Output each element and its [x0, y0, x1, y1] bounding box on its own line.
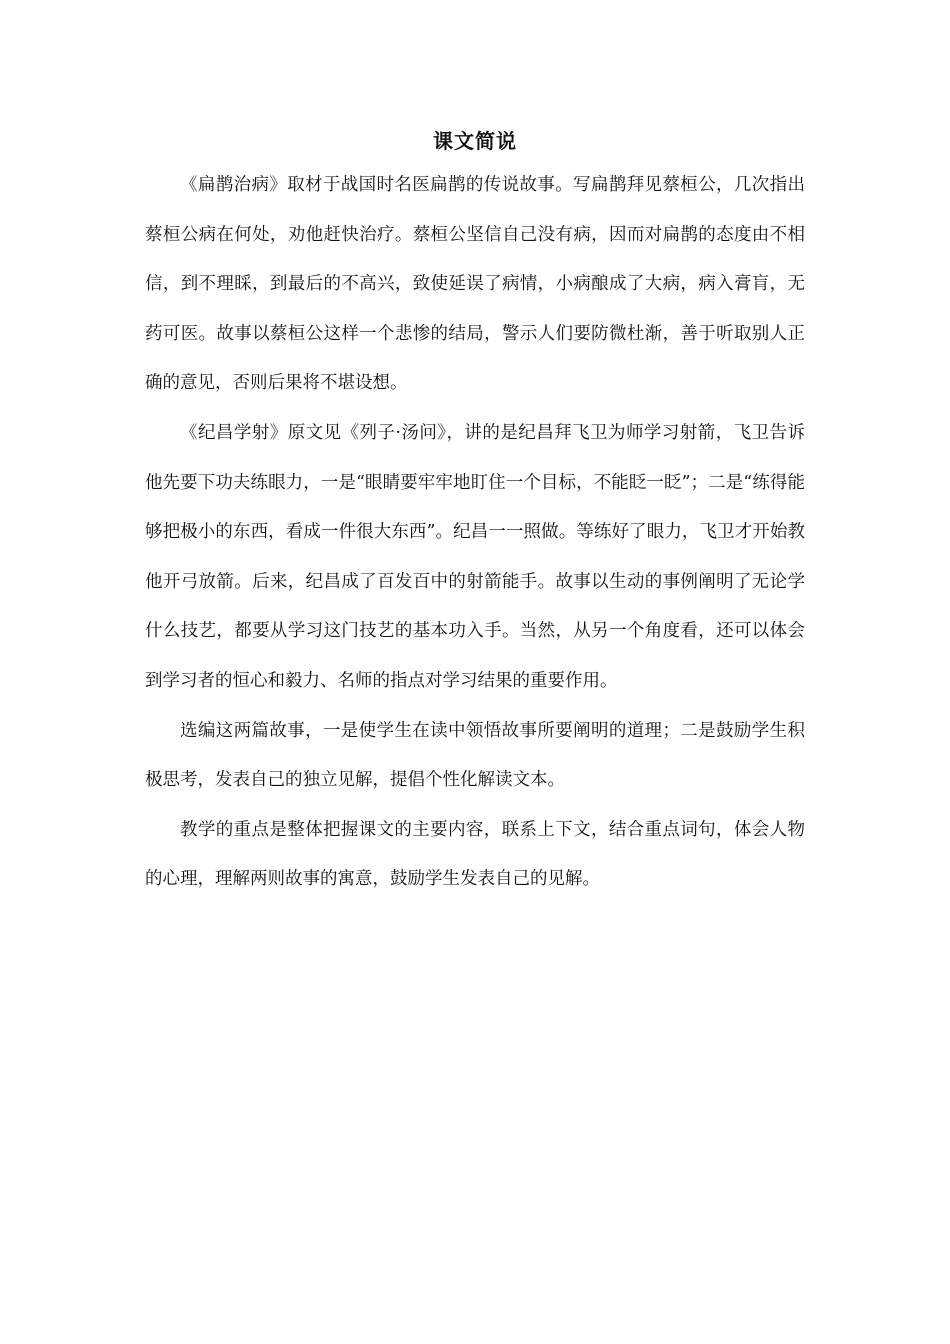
body-text	[145, 161, 805, 905]
paragraph-bianque: 《扁鹊治病》取材于战国时名医扁鹊的传说故事。写扁鹊拜见蔡桓公，几次指出蔡桓公病在何处，劝他赶快治疗。蔡桓公坚信自己没有病，因而对扁鹊的态度由不相信，到不理睬，到最后的不高兴，致使延误了病情，小病酿成了大病，病入膏肓，无药可医。故事以蔡桓公这样一个悲惨的结局，警示人们要防微杜渐，善于听取别人正确的意见，否则后果将不堪设想。	[145, 175, 805, 394]
paragraph-selection-purpose: 选编这两篇故事，一是使学生在读中领悟故事所要阐明的道理；二是鼓励学生积极思考，发表自己的独立见解，提倡个性化解读文本。	[145, 720, 805, 791]
paragraph-teaching-focus: 教学的重点是整体把握课文的主要内容，联系上下文，结合重点词句，体会人物的心理，理解两则故事的寓意，鼓励学生发表自己的见解。	[145, 819, 805, 890]
page-title: 课文简说	[433, 129, 517, 153]
paragraph-jichang: 《纪昌学射》原文见《列子·汤问》，讲的是纪昌拜飞卫为师学习射箭，飞卫告诉他先要下功夫练眼力，一是“眼睛要牢牢地盯住一个目标，不能眨一眨”；二是“练得能够把极小的东西，看成一件很大东西”。纪昌一一照做。等练好了眼力，飞卫才开始教他开弓放箭。后来，纪昌成了百发百中的射箭能手。故事以生动的事例阐明了无论学什么技艺，都要从学习这门技艺的基本功入手。当然，从另一个角度看，还可以体会到学习者的恒心和毅力、名师的指点对学习结果的重要作用。	[145, 422, 805, 691]
